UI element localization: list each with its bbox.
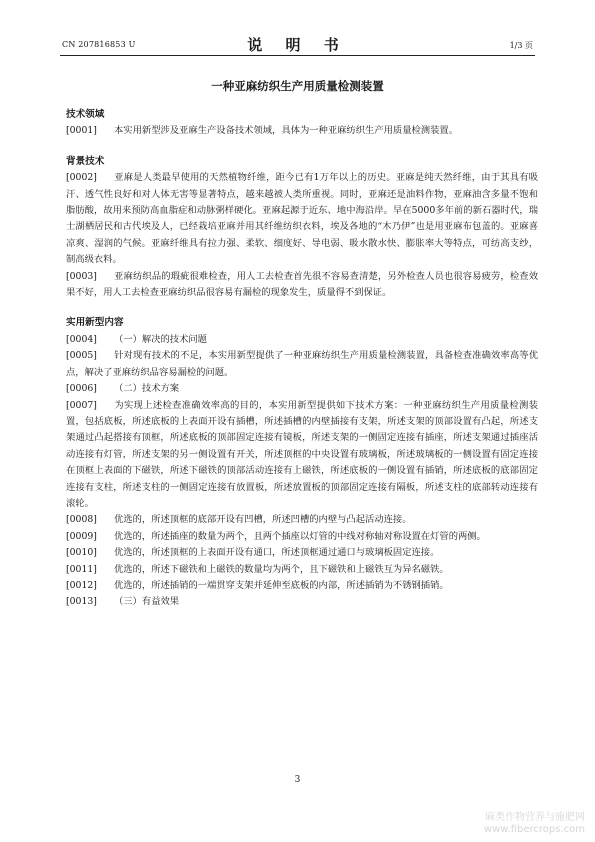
paragraph-number: [0012] — [66, 579, 97, 591]
paragraph — [66, 269, 538, 302]
paragraph-number: [0002] — [66, 172, 97, 184]
paragraph-number: [0001] — [66, 125, 97, 137]
paragraph-text: （一）解决的技术问题 — [114, 333, 207, 345]
paragraph-text: 优选的，所述插销的一端贯穿支架并延伸至底板的内部，所述插销为不锈钢插销。 — [114, 579, 449, 591]
paragraph-text: （三）有益效果 — [114, 596, 180, 608]
paragraph-text: 优选的，所述下磁铁和上磁铁的数量均为两个，且下磁铁和上磁铁互为异名磁铁。 — [114, 563, 449, 575]
page-info: 1/3 页 — [509, 41, 533, 50]
paragraph-text: 亚麻是人类最早使用的天然植物纤维，距今已有1万年以上的历史。亚麻是纯天然纤维，由于其具有吸汗、透气性良好和对人体无害等显著特点，越来越被人类所重视。同时，亚麻还是油料作物，亚麻油含多量不饱和脂肪酸，故用来预防高血脂症和动脉粥样硬化。亚麻起源于近东、地中海沿岸。早在5000多年前的新石器时代，瑞士湖栖居民和古代埃及人，已经栽培亚麻并用其纤维纺织衣料，埃及各地的“木乃伊”也是用亚麻布包盖的。亚麻喜凉爽、湿润的气候。亚麻纤维具有拉力强、柔软、细度好、导电弱、吸水散水快、膨胀率大等特点，可纺高支纱，制高级衣料。 — [66, 172, 538, 266]
paragraph — [66, 170, 538, 268]
paragraph — [66, 381, 538, 397]
patent-number: CN 207816853 U — [62, 40, 136, 49]
paragraph-text: 亚麻纺织品的瑕疵很难检查，用人工去检查首先很不容易查清楚，另外检查人员也很容易疲劳，检查效果不好，用人工去检查亚麻纺织品很容易有漏检的现象发生，质量得不到保证。 — [66, 270, 538, 299]
header-divider — [60, 55, 535, 56]
paragraph-text: 优选的，所述顶框的上表面开设有通口，所述顶框通过通口与玻璃板固定连接。 — [114, 547, 440, 559]
document-title: 一种亚麻纺织生产用质量检测装置 — [211, 79, 384, 93]
paragraph-text: 为实现上述检查准确效率高的目的，本实用新型提供如下技术方案：一种亚麻纺织生产用质量检测装置，包括底板，所述底板的上表面开设有插槽，所述插槽的内壁插接有支架，所述支架的顶部设置有凸起，所述支架通过凸起搭接有顶框，所述底板的顶部固定连接有镜板，所述支架的一侧固定连接有插座，所述支架通过插座活动连接有灯管，所述支架的另一侧设置有开关，所述顶框的中央设置有玻璃板，所述玻璃板的一侧设置有固定连接在顶框上表面的下磁铁，所述下磁铁的顶部活动连接有上磁铁，所述底板的一侧设置有插销，所述底板的底部固定连接有支柱，所述支柱的一侧固定连接有放置板，所述放置板的顶部固定连接有隔板，所述支柱的底部转动连接有滚轮。 — [66, 399, 538, 509]
paragraph-number: [0008] — [66, 514, 97, 526]
watermark-site-name: 麻类作物营养与施肥网 — [485, 812, 585, 823]
header-title: 说 明 书 — [247, 36, 348, 54]
section-heading: 背景技术 — [66, 155, 105, 167]
paragraph — [66, 348, 538, 381]
paragraph — [66, 123, 538, 139]
paragraph-text: （二）技术方案 — [114, 383, 180, 395]
watermark — [484, 812, 585, 836]
paragraph — [66, 512, 538, 528]
section-heading: 技术领域 — [66, 109, 105, 120]
spacer — [66, 301, 538, 315]
paragraph-number: [0011] — [66, 563, 97, 575]
watermark-url: www.fibercrops.com — [483, 824, 585, 835]
section-heading: 实用新型内容 — [66, 317, 124, 329]
section-content — [66, 315, 538, 610]
paragraph-number: [0009] — [66, 530, 97, 542]
paragraph-number: [0013] — [66, 596, 97, 608]
paragraph-text: 本实用新型涉及亚麻生产设备技术领域，具体为一种亚麻纺织生产用质量检测装置。 — [114, 125, 458, 137]
paragraph-number: [0006] — [66, 383, 97, 395]
paragraph — [66, 332, 538, 348]
paragraph-text: 针对现有技术的不足，本实用新型提供了一种亚麻纺织生产用质量检测装置，具备检查准确效率高等优点，解决了亚麻纺织品容易漏检的问题。 — [66, 350, 538, 378]
paragraph-number: [0004] — [66, 333, 97, 345]
paragraph — [66, 578, 538, 594]
paragraph-number: [0003] — [66, 270, 97, 282]
paragraph-text: 优选的，所述插座的数量为两个，且两个插座以灯管的中线对称轴对称设置在灯管的两侧。 — [114, 530, 486, 542]
document-body — [66, 107, 538, 611]
spacer — [66, 140, 538, 154]
paragraph-number: [0005] — [66, 350, 97, 362]
paragraph — [66, 398, 538, 513]
paragraph — [66, 594, 538, 610]
page-number: 3 — [294, 775, 301, 785]
paragraph-number: [0007] — [66, 399, 97, 411]
paragraph-number: [0010] — [66, 547, 97, 559]
paragraph-text: 优选的，所述顶框的底部开设有凹槽，所述凹槽的内壁与凸起活动连接。 — [114, 514, 412, 526]
paragraph — [66, 562, 538, 578]
paragraph — [66, 545, 538, 561]
paragraph — [66, 529, 538, 545]
section-tech-field — [66, 107, 538, 140]
section-background — [66, 154, 538, 302]
